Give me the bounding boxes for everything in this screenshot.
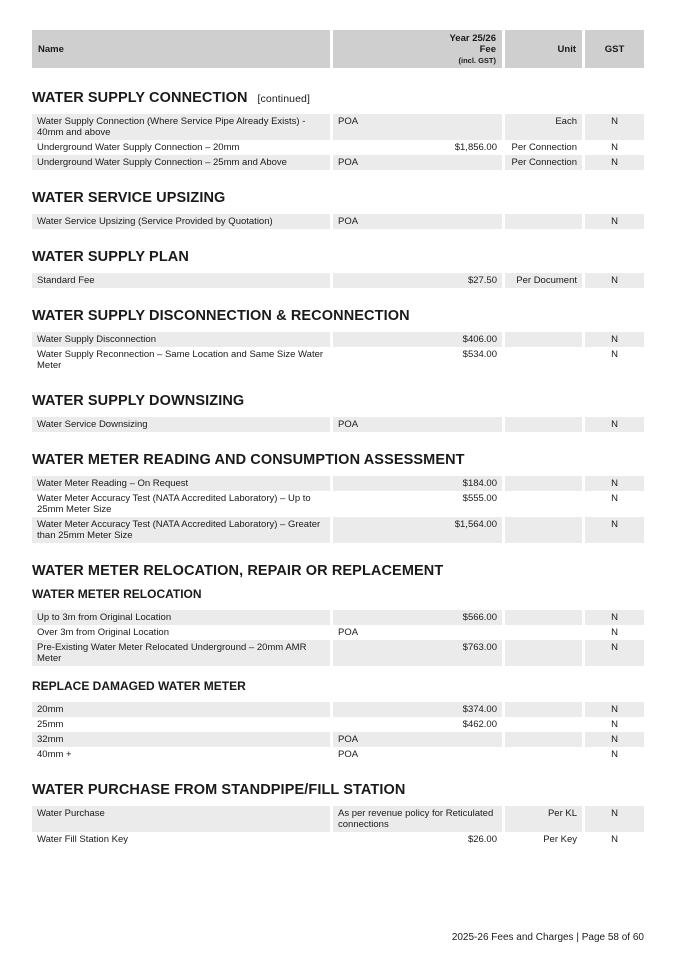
table-relocation [32, 610, 644, 666]
table-row [32, 625, 644, 640]
fee-cell [333, 625, 502, 640]
fee-note: POA [338, 116, 359, 127]
header-name: Name [32, 30, 330, 68]
fee-item-name: Water Supply Disconnection [32, 332, 330, 347]
fee-item-name: Water Service Downsizing [32, 417, 330, 432]
table-row [32, 732, 644, 747]
fee-gst: N [585, 114, 644, 140]
fee-amount: $555.00 [462, 493, 497, 504]
fee-unit [505, 625, 582, 640]
fee-cell [333, 832, 502, 847]
table-header [32, 30, 644, 68]
header-fee-gst-note: (incl. GST) [458, 56, 496, 65]
header-unit: Unit [505, 30, 582, 68]
fee-amount: $26.00 [467, 834, 497, 845]
header-fee-year: Year 25/26 [449, 33, 496, 44]
fee-cell [333, 732, 502, 747]
fee-unit: Per Connection [505, 155, 582, 170]
table-reading [32, 476, 644, 543]
fee-gst: N [611, 719, 618, 730]
fee-note: As per revenue policy for Reticulated connections [338, 808, 494, 830]
continued-label: [continued] [257, 93, 311, 105]
fee-amount: $462.00 [462, 719, 497, 730]
fee-gst: N [611, 834, 618, 845]
table-row [32, 832, 644, 847]
fee-cell [333, 273, 502, 288]
table-row [32, 610, 644, 625]
subsection-title-replace: REPLACE DAMAGED WATER METER [32, 679, 246, 693]
fee-item-name: Water Meter Accuracy Test (NATA Accredited Laboratory) – Up to 25mm Meter Size [37, 493, 311, 515]
fee-cell [333, 517, 502, 543]
fee-note: POA [338, 749, 359, 760]
table-disconnection [32, 332, 644, 373]
fee-gst: N [585, 732, 644, 747]
fee-note: POA [338, 627, 359, 638]
fee-unit: Per Connection [511, 142, 577, 153]
fee-amount: $406.00 [462, 334, 497, 345]
fee-unit [505, 491, 582, 517]
fee-amount: $566.00 [462, 612, 497, 623]
table-row [32, 806, 644, 832]
fee-note: POA [338, 734, 359, 745]
fees-page [32, 30, 644, 847]
fee-unit [505, 214, 582, 229]
fee-unit [505, 417, 582, 432]
fee-item-name: Water Meter Accuracy Test (NATA Accredited Laboratory) – Greater than 25mm Meter Size [32, 517, 330, 543]
header-fee-label: Fee [479, 44, 496, 55]
fee-item-name: Standard Fee [32, 273, 330, 288]
fee-cell [333, 747, 502, 762]
fee-gst: N [611, 627, 618, 638]
section-title-downsizing: WATER SUPPLY DOWNSIZING [32, 393, 245, 409]
fee-gst: N [585, 640, 644, 666]
fee-unit: Each [505, 114, 582, 140]
fee-cell [333, 491, 502, 517]
fee-item-name: Underground Water Supply Connection – 25mm and Above [32, 155, 330, 170]
fee-unit [505, 476, 582, 491]
fee-unit [505, 610, 582, 625]
fee-item-name: Water Supply Reconnection – Same Location and Same Size Water Meter [37, 349, 324, 371]
fee-gst: N [585, 332, 644, 347]
fee-gst: N [585, 476, 644, 491]
fee-gst: N [585, 517, 644, 543]
table-replace [32, 702, 644, 762]
table-row [32, 332, 644, 347]
fee-item-name: Pre-Existing Water Meter Relocated Underground – 20mm AMR Meter [32, 640, 330, 666]
fee-item-name: 25mm [37, 719, 64, 730]
fee-cell [333, 114, 502, 140]
fee-note: POA [338, 216, 359, 227]
fee-unit: Per Key [543, 834, 577, 845]
fee-cell [333, 806, 502, 832]
fee-cell [333, 640, 502, 666]
section-title-plan: WATER SUPPLY PLAN [32, 249, 189, 265]
fee-item-name: Water Fill Station Key [37, 834, 128, 845]
fee-item-name: 32mm [32, 732, 330, 747]
table-purchase [32, 806, 644, 847]
fee-gst: N [585, 214, 644, 229]
section-title-purchase: WATER PURCHASE FROM STANDPIPE/FILL STATION [32, 782, 406, 798]
fee-amount: $27.50 [467, 275, 497, 286]
table-row [32, 717, 644, 732]
section-title-relocation: WATER METER RELOCATION, REPAIR OR REPLACEMENT [32, 563, 444, 579]
table-row [32, 140, 644, 155]
fee-unit [505, 332, 582, 347]
fee-cell [333, 140, 502, 155]
fee-amount: $184.00 [462, 478, 497, 489]
fee-gst: N [585, 273, 644, 288]
table-row [32, 214, 644, 229]
fee-unit [505, 702, 582, 717]
table-downsizing [32, 417, 644, 432]
fee-gst: N [585, 155, 644, 170]
section-title-reading: WATER METER READING AND CONSUMPTION ASSESSMENT [32, 452, 465, 468]
table-row [32, 273, 644, 288]
fee-amount: $763.00 [462, 642, 497, 653]
fee-cell [333, 717, 502, 732]
subsection-title-relocation: WATER METER RELOCATION [32, 587, 202, 601]
fee-gst: N [611, 493, 618, 504]
fee-cell [333, 332, 502, 347]
table-upsizing [32, 214, 644, 229]
header-fee [333, 30, 502, 68]
fee-unit [505, 717, 582, 732]
table-row [32, 702, 644, 717]
table-row [32, 517, 644, 543]
table-row [32, 747, 644, 762]
section-title-upsizing: WATER SERVICE UPSIZING [32, 190, 226, 206]
fee-amount: $534.00 [462, 349, 497, 360]
fee-amount: $1,564.00 [454, 519, 497, 530]
table-row [32, 476, 644, 491]
fee-gst: N [611, 749, 618, 760]
fee-item-name: Water Meter Reading – On Request [32, 476, 330, 491]
table-connection [32, 114, 644, 170]
fee-unit [505, 747, 582, 762]
fee-item-name: Water Purchase [32, 806, 330, 832]
fee-amount: $1,856.00 [454, 142, 497, 153]
fee-note: POA [338, 157, 359, 168]
fee-item-name: Up to 3m from Original Location [32, 610, 330, 625]
section-title-text: WATER SUPPLY CONNECTION [32, 90, 248, 106]
fee-gst: N [585, 702, 644, 717]
fee-unit [505, 732, 582, 747]
page-footer: 2025-26 Fees and Charges | Page 58 of 60 [451, 932, 644, 943]
fee-item-name: Underground Water Supply Connection – 20mm [37, 142, 240, 153]
table-row [32, 155, 644, 170]
fee-amount: $374.00 [462, 704, 497, 715]
fee-gst: N [585, 417, 644, 432]
fee-item-name: Water Supply Connection (Where Service Pipe Already Exists) - 40mm and above [32, 114, 330, 140]
table-row [32, 640, 644, 666]
fee-unit [505, 517, 582, 543]
fee-cell [333, 347, 502, 373]
fee-cell [333, 214, 502, 229]
table-row [32, 114, 644, 140]
fee-cell [333, 417, 502, 432]
fee-gst: N [611, 349, 618, 360]
section-title-connection [32, 90, 644, 106]
fee-cell [333, 702, 502, 717]
fee-cell [333, 155, 502, 170]
table-row [32, 491, 644, 517]
fee-gst: N [611, 142, 618, 153]
section-title-disconnection: WATER SUPPLY DISCONNECTION & RECONNECTION [32, 308, 410, 324]
table-row [32, 347, 644, 373]
header-gst: GST [585, 30, 644, 68]
table-plan [32, 273, 644, 288]
fee-unit: Per Document [505, 273, 582, 288]
fee-unit [505, 640, 582, 666]
fee-item-name: 40mm + [37, 749, 72, 760]
fee-item-name: Over 3m from Original Location [37, 627, 169, 638]
fee-note: POA [338, 419, 359, 430]
table-row [32, 417, 644, 432]
fee-cell [333, 476, 502, 491]
fee-item-name: Water Service Upsizing (Service Provided by Quotation) [32, 214, 330, 229]
fee-item-name: 20mm [32, 702, 330, 717]
fee-cell [333, 610, 502, 625]
fee-gst: N [585, 610, 644, 625]
fee-unit [505, 347, 582, 373]
fee-unit: Per KL [505, 806, 582, 832]
fee-gst: N [585, 806, 644, 832]
